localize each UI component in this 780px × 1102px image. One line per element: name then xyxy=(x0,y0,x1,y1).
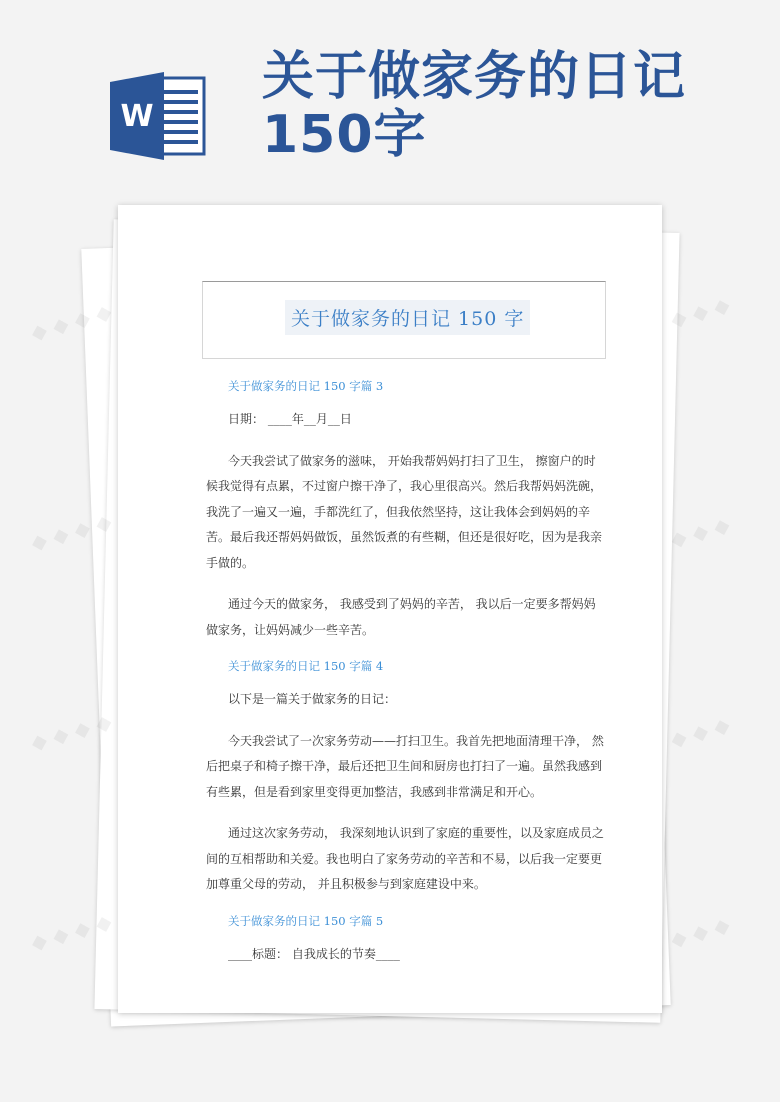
word-document-icon xyxy=(108,70,208,162)
paragraph: 今天我尝试了一次家务劳动——打扫卫生。我首先把地面清理干净， 然后把桌子和椅子擦干净，最后还把卫生间和厨房也打扫了一遍。虽然我感到有些累，但是看到家里变得更加整洁，我感到非常满足和开心。 xyxy=(206,733,604,799)
watermark: ◆ ◆ ◆ ◆ xyxy=(28,509,115,555)
section-heading: 关于做家务的日记 150 字篇 3 xyxy=(228,379,384,393)
svg-text:W: W xyxy=(120,99,154,134)
watermark: ◆ ◆ ◆ ◆ xyxy=(28,709,115,755)
document-title-box xyxy=(202,281,606,359)
watermark: ◆ ◆ ◆ ◆ xyxy=(28,909,115,955)
watermark: ◆ ◆ ◆ xyxy=(667,292,733,332)
paragraph: 通过这次家务劳动， 我深刻地认识到了家庭的重要性，以及家庭成员之间的互相帮助和关爱。我也明白了家务劳动的辛苦和不易，以后我一定要更加尊重父母的劳动， 并且积极参与到家庭建设中来。 xyxy=(206,826,604,891)
paragraph: 以下是一篇关于做家务的日记： xyxy=(228,692,397,706)
header xyxy=(0,0,780,200)
document-page xyxy=(118,205,662,1013)
page-title-line-2: 150字 xyxy=(262,105,427,165)
paragraph: 今天我尝试了做家务的滋味， 开始我帮妈妈打扫了卫生， 擦窗户的时候我觉得有点累，不过窗户擦干净了，我心里很高兴。然后我帮妈妈洗碗，我洗了一遍又一遍，手都洗红了，但我依然坚持，这让我体会到妈妈的辛苦。最后我还帮妈妈做饭，虽然饭煮的有些糊，但还是很好吃，因为是我亲手做的。 xyxy=(206,453,603,570)
section-heading: 关于做家务的日记 150 字篇 5 xyxy=(228,913,384,928)
watermark: ◆ ◆ ◆ xyxy=(667,712,733,752)
page-title xyxy=(262,48,762,164)
watermark: ◆ ◆ ◆ xyxy=(667,912,733,952)
paragraph: 通过今天的做家务， 我感受到了妈妈的辛苦， 我以后一定要多帮妈妈做家务，让妈妈减少一些辛苦。 xyxy=(206,597,596,637)
date-line: 日期： ____年__月__日 xyxy=(228,412,352,426)
document-title: 关于做家务的日记 150 字 xyxy=(285,300,530,335)
document-content xyxy=(206,379,606,967)
watermark: ◆ ◆ ◆ xyxy=(667,512,733,552)
section-heading: 关于做家务的日记 150 字篇 4 xyxy=(228,659,384,673)
watermark: ◆ ◆ ◆ ◆ xyxy=(28,299,115,345)
page-title-line-1: 关于做家务的日记 xyxy=(262,47,687,107)
subtitle-line: ____标题： 自我成长的节奏____ xyxy=(228,946,400,961)
